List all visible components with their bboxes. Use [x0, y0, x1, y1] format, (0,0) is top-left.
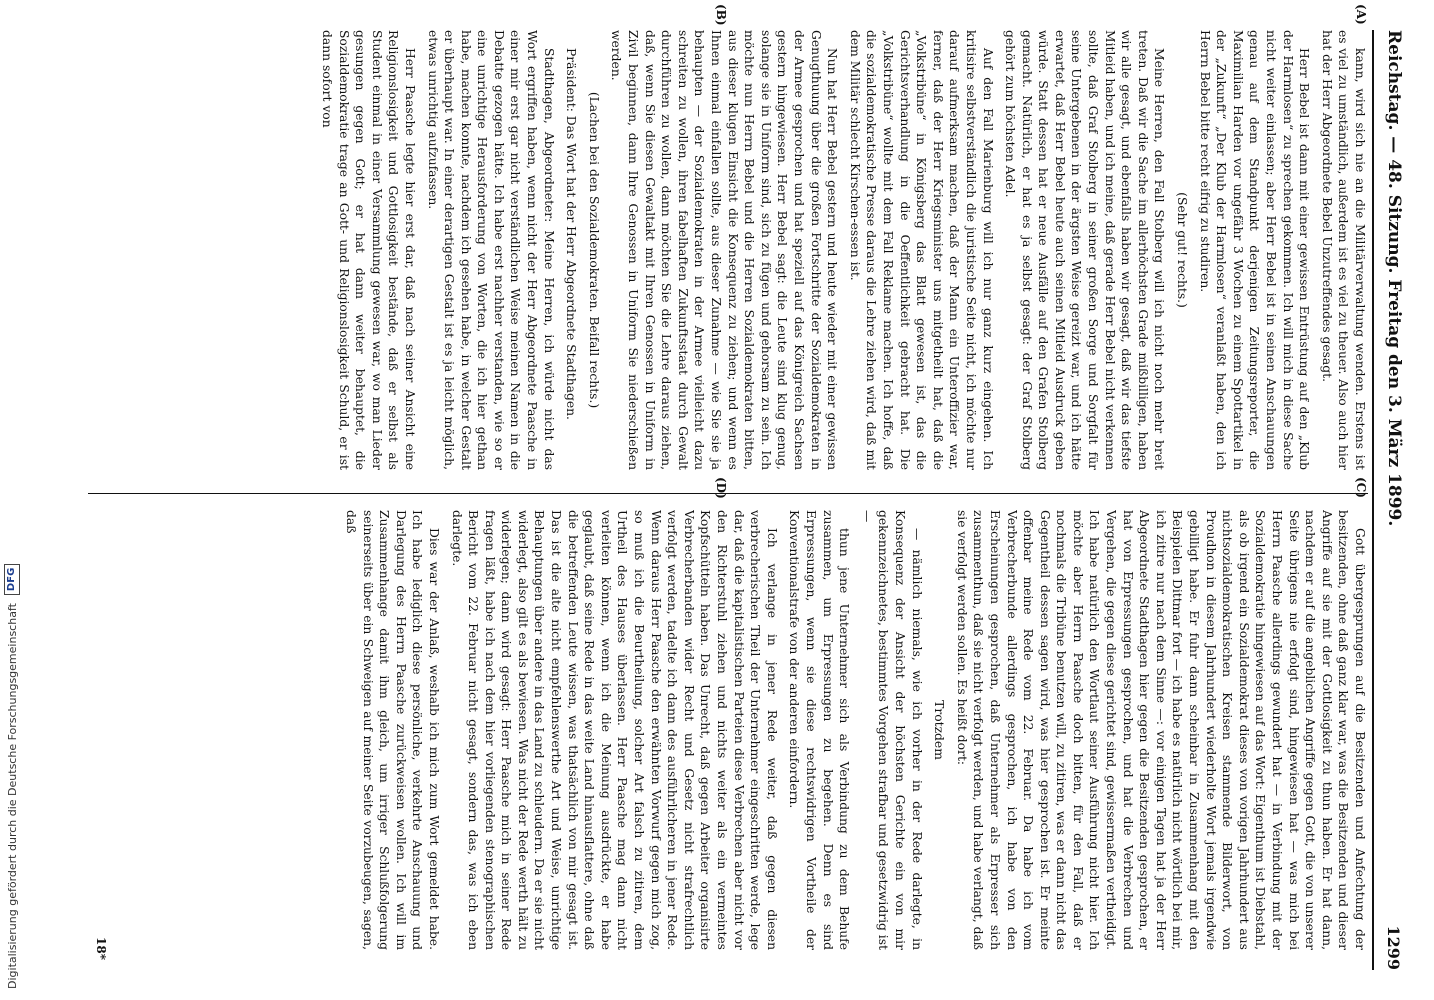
paragraph: Trotzdem [932, 700, 947, 760]
margin-mark-b: (B) [714, 4, 728, 26]
page-number: 1299 [1384, 925, 1404, 970]
margin-mark-a: (A) [1354, 4, 1368, 25]
rotated-page [80, 4, 1414, 970]
right-column [88, 510, 1368, 950]
page-content [80, 4, 1414, 970]
left-column [88, 30, 1368, 470]
paragraph: (Sehr gut! rechts.) [1175, 192, 1190, 308]
paragraph: Stadthagen, Abgeordneter: Meine Herren, ich würde nicht das Wort ergriffen haben, wenn nicht der Herr Abgeordnete Paasche in einer mir erst gar nicht verständlichen Weise meinen Namen in die Debatte gezogen hätte. Ich habe erst nachher verstanden, wie so er eine unrichtige Herausforderung von Worten, die ich hier gethan habe, machen konnte, nachdem ich gesehen habe, in welcher Gestalt er überhaupt war. In einer derartigen Gestalt ist es ja leicht möglich, etwas unrichtig aufzufassen. [425, 30, 556, 470]
column-divider [88, 493, 1368, 494]
paragraph: Dies war der Anlaß, weshalb ich mich zum Wort gemeldet habe. Ich habe lediglich diese persönliche, verkehrte Anschauung und Darlegung des Herrn Paasche zurückweisen wollen. Ich will im Zusammenhange damit ihm gleich, um irriger Schlußfolgerung seinerseits über ein Schweigen auf meiner Seite vorzubeugen, sagen, daß [343, 510, 441, 950]
running-title: Reichstag. — 48. Sitzung. Freitag den 3. März 1899. [1384, 30, 1404, 527]
paragraph: Nun hat Herr Bebel gestern und heute wieder mit einer gewissen Genugthuung über die großen Fortschritte der Sozialdemokraten in der Armee gesprochen und hat speziell auf das Königreich Sachsen gestern hingewiesen. Herr Bebel sagt: die Leute sind klug genug, solange sie in Uniform sind, sich zu fügen und gehorsam zu sein. Ich möchte nun Herrn Bebel und die Herren Sozialdemokraten bitten, aus dieser klugen Einsicht die Konsequenz zu ziehen; und wenn es Ihnen einmal einfallen sollte, aus dieser Zunahme — wie Sie sie ja behaupten — der Sozialdemokraten in der Armee vielleicht dazu schreiten zu wollen, ihren fabelhaften Zukunftsstaat durch Gewalt durchführen zu wollen, dann möchten Sie die Lehre daraus ziehen, daß, wenn Sie diesen Gewaltakt mit Ihren Genossen in Uniform in Zivil beginnen, dann Ihre Genossen in Uniform Sie niederschießen werden. [609, 30, 840, 470]
digitization-footer [1, 9, 23, 989]
paragraph: — nämlich niemals, wie ich vorher in der Rede darlegte, in Konsequenz der Ansicht der höchsten Gerichte ein von mir gekennzeichnetes, bestimmtes Vorgehen strafbar und gesetzwidrig ist — [859, 510, 924, 950]
paragraph: thun jene Unternehmer sich als Verbindung zu dem Behufe zusammen, um Erpressungen zu begehen. Denn es sind Erpressungen, wenn sie diese rechtswidrigen Vortheile der Konventionalstrafe von der anderen einfordern. [787, 510, 852, 950]
paragraph: Herr Paasche legte hier erst dar, daß nach seiner Ansicht eine Religionslosigkeit und Gottlosigkeit bestände, daß er selbst als Student einmal in einer Versammlung gewesen war, wo man Lieder gesungen gegen Gott; er hat dann weiter behauptet, die Sozialdemokratie trage an Gott- und Religionslosigkeit Schuld, er ist dann sofort von [319, 30, 417, 470]
paragraph: Gott übergesprungen auf die Besitzenden und Anfechtung der besitzenden, ohne daß ganz klar war, was die Besitzenden und dieser Angriffe auf sie mit der Gottlosigkeit zu thun haben. Er hat dann, nachdem er auf die angeblichen Angriffe gegen Gott, die von unserer Seite übrigens nie erfolgt sind, hingewiesen hat — was mich bei Herrn Paasche allerdings gewundert hat — in Verbindung mit der Sozialdemokratie hingewiesen auf das Wort: Eigenthum ist Diebstahl, als ob irgend ein Sozialdemokrat dieses von vorigen Jahrhundert aus nichtsozialdemokratischen Kreisen stammende Bilderwort, von Proudhon in diesem Jahrhundert wiederholte Wort jemals irgendwie gebilligt habe. Er fuhr dann scheinbar in Zusammenhang mit den Beispielen Dittmar fort — ich habe es natürlich nicht wörtlich bei mir, ich zitire nur nach dem Sinne —: vor einigen Tagen hat ja der Herr Abgeordnete Stadthagen hier gegen die Besitzenden gesprochen, er hat von Erpressungen gesprochen, und hat die Verbrechen und Vergehen, die gegen diese gerichtet sind, gewissermaßen vertheidigt. Ich habe natürlich den Wortlaut seiner Ausführung nicht hier. Ich möchte aber Herrn Paasche doch bitten, für den Fall, daß er nochmals die Tribüne benutzen will, zu zitiren, was er dann nicht das Gegentheil dessen sagen wird, was hier gesprochen ist. Er meinte offenbar meine Rede vom 22. Februar. Da habe ich vom Verbrecherbunde allerdings gesprochen, ich habe von den Erscheinungen gesprochen, daß Unternehmer als Erpresser sich zusammenthun, daß sie nicht verfolgt werden, und habe verlangt, daß sie verfolgt werden sollen. Es heißt dort: [954, 510, 1367, 950]
dfg-logo: DFG [4, 564, 20, 595]
paragraph: kann, wird sich nie an die Militärverwaltung wenden. Erstens ist es viel zu umständlich, außerdem ist es viel zu theuer. Also auch hier hat der Herr Abgeordnete Bebel Unzutreffendes gesagt. [1319, 30, 1367, 470]
text-columns [88, 4, 1368, 970]
paragraph: Meine Herren, den Fall Stolberg will ich nicht noch mehr breit treten. Daß wir die Sache im allerhöchsten Grade mißbilligen, haben wir alle gesagt, und ebenfalls haben wir gesagt, daß wir das tiefste Mitleid haben, und ich meine, daß gerade Herr Bebel nicht verkennen sollte, daß Graf Stolberg in seiner großen Sorge und Sorgfalt für seine Untergebenen in der ärgsten Weise gereizt war, und ich hätte erwartet, daß Herr Bebel heute auch seinen Mitleid Ausdruck geben würde. Statt dessen hat er neue Ausfälle auf den Grafen Stolberg gemacht. Natürlich, er hat es ja selbst gesagt: der Graf Stolberg gehört zum höchsten Adel. [1003, 30, 1167, 470]
footer-note: Digitalisierung gefördert durch die Deutsche Forschungsgemeinschaft [5, 603, 19, 989]
paragraph: Präsident: Das Wort hat der Herr Abgeordnete Stadthagen. [564, 48, 579, 420]
paragraph: Ich verlange in jener Rede weiter, daß gegen diesen verbrecherischen Theil der Unternehmer eingeschritten werde, lege dar, daß die kapitalistischen Parteien diese Verbrechen aber nicht vor den Richterstuhl ziehen und nichts weiter als ein vermeintes Kopfschütteln haben. Das Unrecht, daß gegen Arbeiter organisirte Verbrecherbanden wider Recht und Gesetz nicht strafrechtlich verfolgt werden, tadelte ich dann des ausführlicheren in jener Rede. Wenn daraus Herr Paasche den erwähnten Vorwurf gegen mich zog, so muß ich die Beurtheilung, solcher Art falsch zu zitiren, dem Urtheil des Hauses überlassen. Herr Paasche mag dann nicht verleiten können, wenn ich die Meinung ausdrückte, er habe geglaubt, daß seine Rede in das weite Land hinausflattere, ohne daß die betreffenden Leute wissen, was thatsächlich von mir gesagt ist. Das ist die alte nicht empfehlenswerthe Art und Weise, unrichtige Behauptungen über andere in das Land zu schleudern. Da er sie nicht widerlegt, also gilt es als bewiesen. Was nicht der Rede werth hält zu widerlegen; dann wird gesagt: Herr Paasche mich in seiner Rede fragen läßt, habe ich nach dem hier vorliegenden stenographischen Bericht vom 22. Februar nicht gesagt, sondern das, was ich eben darlegte. [449, 510, 779, 950]
margin-mark-c: (C) [1354, 477, 1368, 498]
paragraph: Herr Bebel ist dann mit einer gewissen Entrüstung auf den „Klub der Harmlosen“ zu sprechen gekommen. Ich will mich in diese Sache nicht weiter einlassen; aber Herr Bebel ist in seinen Anschauungen genau auf dem Standpunkt derjenigen Zeitungsreporter, die Maximilian Harden vor ungefähr 3 Wochen zu einem Spottartikel in der „Zukunft“ „Der Klub der Harmlosen“ veranlaßt haben, den ich Herrn Bebel bitte recht eifrig zu studiren. [1197, 30, 1312, 470]
paragraph: (Lachen bei den Sozialdemokraten. Beifall rechts.) [586, 91, 601, 409]
paragraph: Auf den Fall Marienburg will ich nur ganz kurz eingehen. Ich kritisire selbstverständlich die juristische Seite nicht, ich möchte nur darauf aufmerksam machen, daß der Mann ein Unteroffizier war, ferner, daß der Herr Kriegsminister uns mitgetheilt hat, daß die „Volkstribüne“ in Königsberg das Blatt gewesen ist, das die Gerichtsverhandlung in die Oeffentlichkeit gebracht hat. Die „Volkstribüne“ wollte mit dem Fall Reklame machen. Ich hoffe, daß die sozialdemokratische Presse daraus die Lehre ziehen wird, daß mit dem Militär schlecht Kirschen-essen ist. [847, 30, 995, 470]
page-header [1372, 30, 1414, 970]
signature-mark: 18* [94, 937, 108, 960]
margin-mark-d: (D) [714, 477, 728, 499]
